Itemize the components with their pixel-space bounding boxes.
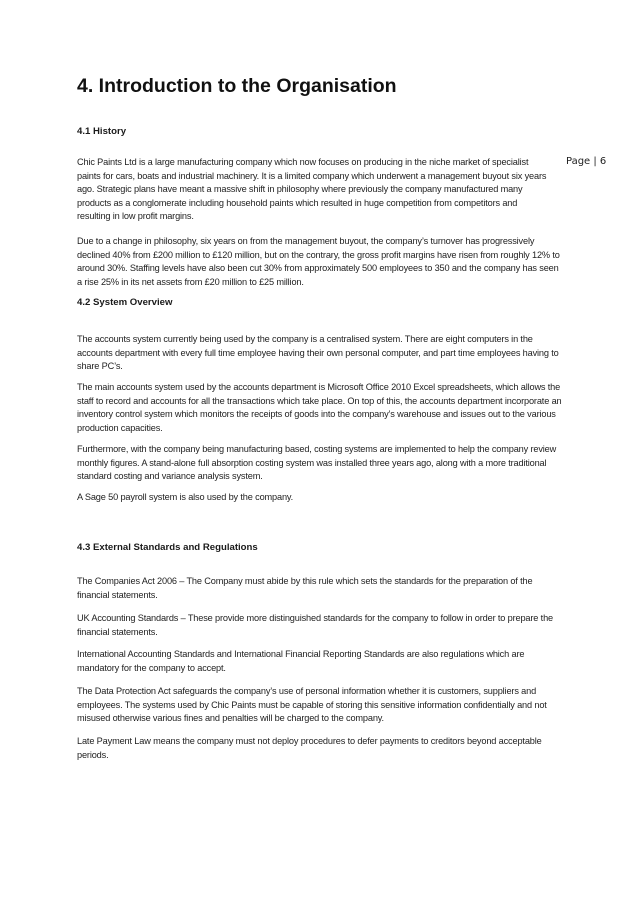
external-standards-paragraph-2: UK Accounting Standards – These provide more distinguished standards for the company to follow in order to prepare the financial statements. [77, 613, 553, 637]
system-overview-paragraph-3: Furthermore, with the company being manufacturing based, costing systems are implemented to help the company review monthly figures. A stand-alone full absorption costing system was installed three years ago, along with a more traditional standard costing and variance analysis system. [77, 444, 557, 482]
section-heading-system-overview: 4.2 System Overview [77, 297, 173, 308]
system-overview-paragraph-1: The accounts system currently being used by the company is a centralised system. There are eight computers in the accounts department with every full time employee having their own personal computer, and part time employees having to share PC’s. [77, 334, 559, 372]
page-number: Page | 6 [566, 156, 607, 167]
section-heading-external-standards: 4.3 External Standards and Regulations [77, 542, 258, 553]
external-standards-paragraph-3: International Accounting Standards and International Financial Reporting Standards are also regulations which are mandatory for the company to accept. [77, 649, 525, 673]
page-title: 4. Introduction to the Organisation [77, 75, 397, 97]
system-overview-paragraph-2: The main accounts system used by the accounts department is Microsoft Office 2010 Excel spreadsheets, which allows the staff to record and accounts for all the transactions which take place. On top of this, the accounts department incorporate an inventory control system which monitors the receipts of goods into the company’s warehouse and issues out to the various production capacities. [77, 382, 562, 433]
external-standards-paragraph-1: The Companies Act 2006 – The Company must abide by this rule which sets the standards for the preparation of the financial statements. [77, 576, 533, 600]
section-heading-history: 4.1 History [77, 126, 127, 137]
external-standards-paragraph-5: Late Payment Law means the company must not deploy procedures to defer payments to creditors beyond acceptable periods. [77, 736, 542, 760]
external-standards-paragraph-4: The Data Protection Act safeguards the company’s use of personal information whether it is customers, suppliers and employees. The systems used by Chic Paints must be capable of storing this sensitive information confidentially and not misused otherwise various fines and penalties will be charged to the company. [77, 686, 547, 724]
system-overview-paragraph-4: A Sage 50 payroll system is also used by the company. [77, 492, 294, 502]
history-paragraph-2: Due to a change in philosophy, six years on from the management buyout, the company’s turnover has progressively declined 40% from £200 million to £120 million, but on the contrary, the gross profit margins have risen from roughly 12% to around 30%. Staffing levels have also been cut 30% from approximately 500 employees to 350 and the company has seen a rise 25% in its net assets from £20 million to £25 million. [77, 236, 560, 287]
history-paragraph-1: Chic Paints Ltd is a large manufacturing company which now focuses on producing in the niche market of specialist paints for cars, boats and industrial machinery. It is a limited company which underwent a management buyout six years ago. Strategic plans have meant a massive shift in philosophy where previously the company manufactured many products as a conglomerate including household paints which resulted in huge competition from competitors and resulting in low profit margins. [77, 157, 547, 222]
